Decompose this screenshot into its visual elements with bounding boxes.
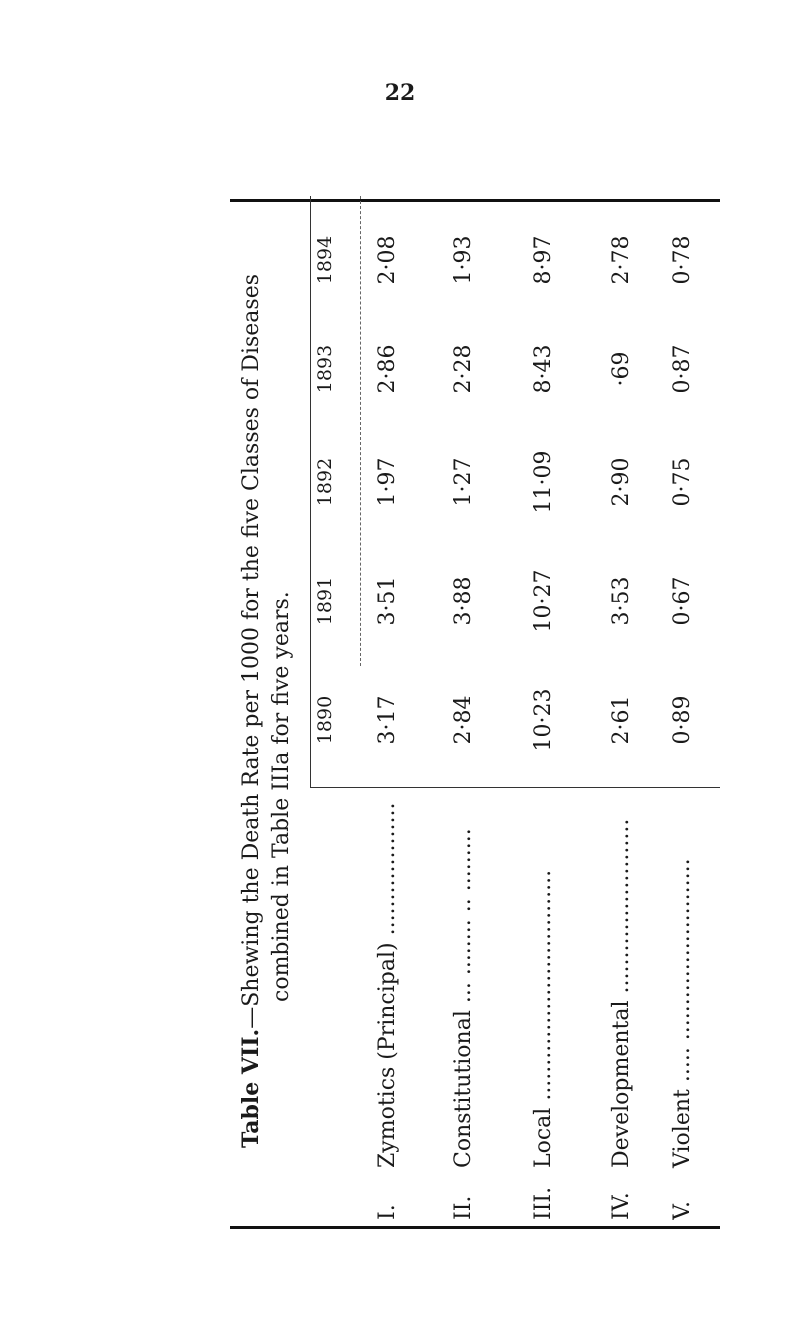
table-cell: 2·84: [451, 695, 476, 745]
header-column-divider: [310, 787, 720, 788]
table-cell: 0·75: [670, 457, 695, 507]
table-cell: ·69: [609, 351, 634, 387]
table-cell: 11·09: [531, 450, 556, 514]
table-cell: 10·23: [531, 688, 556, 752]
year-header-1894: 1894: [314, 235, 336, 285]
table-cell: 1·93: [451, 235, 476, 285]
row-numeral: II.: [451, 1195, 476, 1220]
year-header-1892: 1892: [314, 457, 336, 507]
table-cell: 3·88: [451, 576, 476, 626]
rotated-table: [230, 199, 720, 1229]
table-cell: 3·51: [375, 576, 400, 626]
table-frame: [230, 199, 720, 1229]
row-numeral: III.: [531, 1186, 556, 1220]
row-numeral: I.: [375, 1204, 400, 1220]
table-cell: 0·78: [670, 235, 695, 285]
table-cell: 1·27: [451, 457, 476, 507]
row-label-developmental: [609, 790, 634, 1220]
row-name: Developmental .........................: [609, 818, 634, 1168]
table-title: [236, 206, 267, 1216]
table-cell: 2·61: [609, 695, 634, 745]
table-cell: 2·86: [375, 344, 400, 394]
table-cell: 2·78: [609, 235, 634, 285]
page-number: 22: [384, 80, 416, 106]
row-name: Constitutional ... ........ .. .........: [451, 828, 476, 1168]
table-title-text: —Shewing the Death Rate per 1000 for the five Classes of Diseases: [239, 273, 264, 1029]
year-row-divider: [360, 196, 361, 666]
table-label: Table VII.: [238, 1028, 264, 1149]
row-name: Zymotics (Principal) ...................: [375, 802, 400, 1168]
year-header-1890: 1890: [314, 695, 336, 745]
year-header-1893: 1893: [314, 344, 336, 394]
table-cell: 0·89: [670, 695, 695, 745]
table-subtitle: combined in Table IIIa for five years.: [269, 591, 294, 1002]
table-cell: 2·08: [375, 235, 400, 285]
table-cell: 3·17: [375, 695, 400, 745]
table-cell: 0·87: [670, 344, 695, 394]
table-cell: 2·90: [609, 457, 634, 507]
table-cell: 0·67: [670, 576, 695, 626]
row-label-local: [531, 790, 556, 1220]
row-name: Local .................................: [531, 869, 556, 1168]
table-cell: 2·28: [451, 344, 476, 394]
row-name: Violent ..... ..........................: [670, 858, 695, 1168]
title-divider: [310, 196, 311, 788]
row-label-zymotics: [375, 790, 400, 1220]
row-numeral: V.: [670, 1200, 695, 1220]
table-cell: 8·43: [531, 344, 556, 394]
row-numeral: IV.: [609, 1192, 634, 1220]
table-cell: 3·53: [609, 576, 634, 626]
table-cell: 10·27: [531, 569, 556, 633]
table-title-block: [236, 206, 297, 1216]
row-label-constitutional: [451, 790, 476, 1220]
year-header-1891: 1891: [314, 576, 336, 626]
table-cell: 8·97: [531, 235, 556, 285]
row-label-violent: [670, 790, 695, 1220]
table-cell: 1·97: [375, 457, 400, 507]
